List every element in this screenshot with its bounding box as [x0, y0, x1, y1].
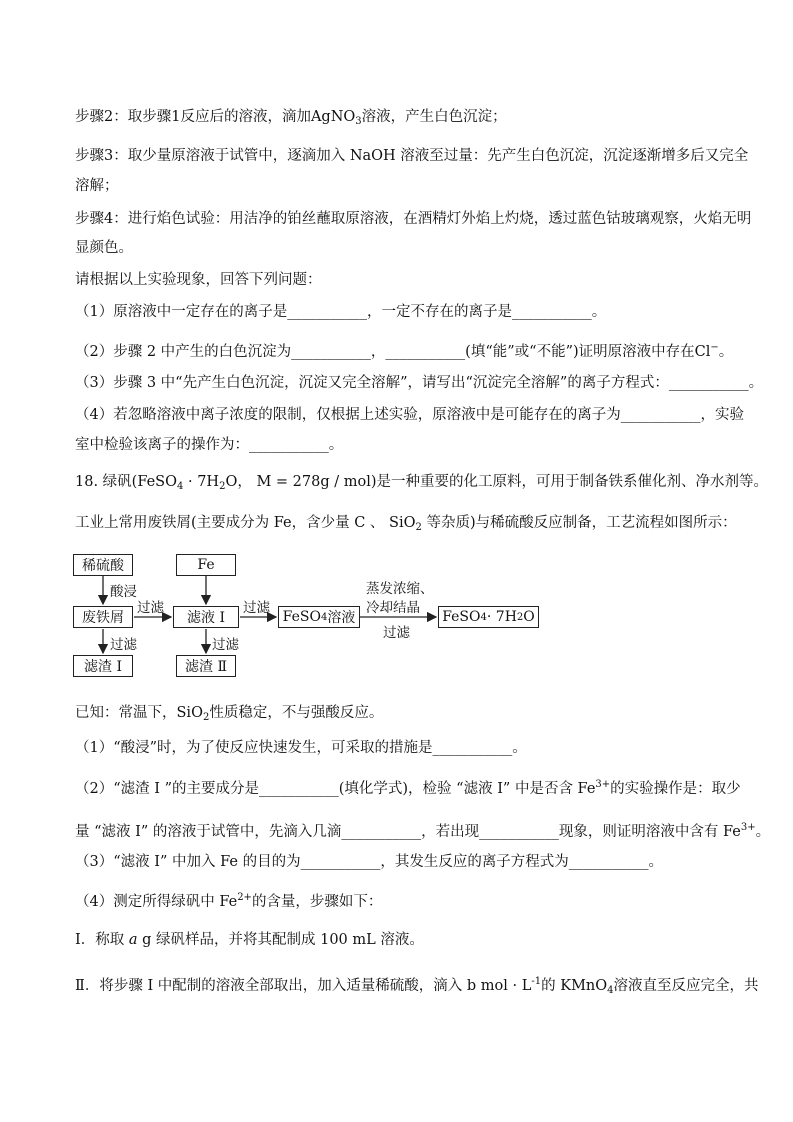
- step4-line-2: 显颜色。: [75, 240, 133, 256]
- question-17-4-line-2: 室中检验该离子的操作为：___________。: [75, 437, 344, 453]
- question-18-2-line-2: 量 “滤液 I” 的溶液于试管中，先滴入几滴___________，若出现___________现象，则证明溶液中含有 $Fe^{3+}$。: [75, 822, 771, 840]
- prompt-17: 请根据以上实验现象，回答下列问题：: [75, 272, 322, 288]
- label-filter-2: 过滤: [243, 600, 270, 616]
- label-acid-leach: 酸浸: [110, 584, 137, 600]
- question-18-1: （1）“酸浸”时，为了使反应快速发生，可采取的措施是___________。: [75, 740, 527, 756]
- box-product: FeSO 4 · 7H 2 O: [438, 606, 539, 628]
- label-filter-4: 过滤: [110, 637, 137, 653]
- box-filtrate-1: 滤液 I: [173, 606, 239, 628]
- step3-line-2: 溶解；: [75, 178, 119, 194]
- label-crystallize: 冷却结晶: [366, 600, 420, 616]
- step4-line-1: 步骤4：进行焰色试验：用洁净的铂丝蘸取原溶液，在酒精灯外焰上灼烧，透过蓝色钴玻璃观察，火焰无明: [75, 211, 752, 227]
- label-filter-1: 过滤: [137, 600, 164, 616]
- box-residue-1: 滤渣 I: [73, 655, 133, 677]
- box-scrap-iron: 废铁屑: [73, 606, 133, 628]
- process-intro: 工业上常用废铁屑(主要成分为 Fe，含少量 C 、 SiO$_2$ 等杂质)与稀硫酸反应制备，工艺流程如图所示：: [75, 515, 737, 533]
- question-17-1: （1）原溶液中一定存在的离子是___________，一定不存在的离子是___________。: [75, 304, 607, 320]
- question-17-3: （3）步骤 3 中“先产生白色沉淀，沉淀又完全溶解”，请写出“沉淀完全溶解”的离子方程式：___________。: [75, 375, 764, 391]
- step-I: Ⅰ．称取 a g 绿矾样品，并将其配制成 100 mL 溶液。: [75, 932, 424, 948]
- question-18-intro: 18. 绿矾(FeSO$_4$ · $7H_2O$， M = 278g / mol)是一种重要的化工原料，可用于制备铁系催化剂、净水剂等。: [75, 474, 768, 492]
- known-note: 已知：常温下，SiO$_2$性质稳定，不与强酸反应。: [75, 705, 384, 723]
- box-dilute-sulfuric-acid: 稀硫酸: [73, 554, 133, 576]
- question-18-2-line-1: （2）“滤渣 I ”的主要成分是___________(填化学式)，检验 “滤液 I” 中是否含 $Fe^{3+}$的实验操作是：取少: [75, 779, 741, 797]
- question-18-3: （3）“滤液 I” 中加入 Fe 的目的为___________，其发生反应的离子方程式为___________。: [75, 854, 664, 870]
- question-18-4: （4）测定所得绿矾中 $Fe^{2+}$的含量，步骤如下：: [75, 892, 383, 910]
- label-filter-5: 过滤: [212, 637, 239, 653]
- step2-line: 步骤2：取步骤1反应后的溶液，滴加AgNO$_3$溶液，产生白色沉淀；: [75, 109, 507, 127]
- question-17-4-line-1: （4）若忽略溶液中离子浓度的限制，仅根据上述实验，原溶液中是可能存在的离子为___________，实验: [75, 407, 744, 423]
- step3-line-1: 步骤3：取少量原溶液于试管中，逐滴加入 NaOH 溶液至过量：先产生白色沉淀，沉淀逐渐增多后又完全: [75, 148, 749, 164]
- box-feso4-solution: FeSO 4 溶液: [278, 606, 360, 628]
- label-evaporate: 蒸发浓缩、: [366, 581, 434, 597]
- label-filter-3: 过滤: [383, 625, 410, 641]
- box-iron: Fe: [176, 554, 236, 576]
- step-II: Ⅱ．将步骤 I 中配制的溶液全部取出，加入适量稀硫酸，滴入 b mol · $L^{-1}$的 KMnO$_4$溶液直至反应完全，共: [75, 976, 759, 996]
- box-residue-2: 滤渣 Ⅱ: [176, 655, 236, 677]
- question-17-2: （2）步骤 2 中产生的白色沉淀为___________，___________(填“能”或“不能”)证明原溶液中存在Cl−。: [75, 342, 734, 360]
